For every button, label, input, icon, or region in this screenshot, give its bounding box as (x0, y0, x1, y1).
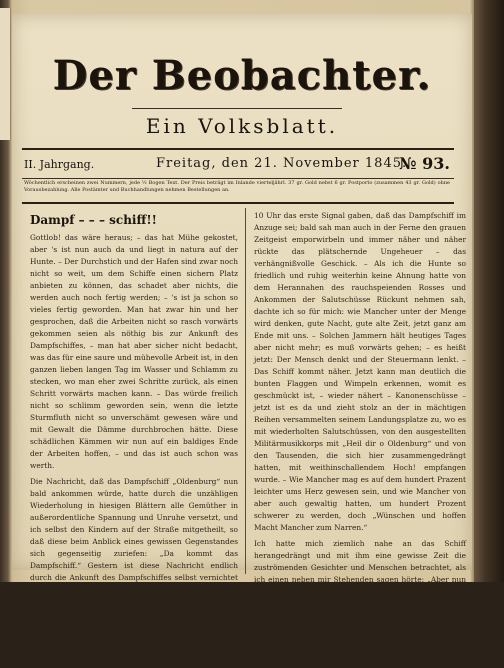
newspaper-page (12, 14, 472, 666)
issue-date: Freitag, den 21. November 1845. (156, 156, 408, 171)
issue-number: № 93. (399, 154, 450, 173)
masthead-title: Der Beobachter. (52, 52, 432, 99)
subscription-notice: Wöchentlich erscheinen zwei Nummern, jede ½ Bogen Text. Der Preis beträgt im Inlande vierteljährl. 37 gr. Gold nebst 6 gr. Postporto (zusammen 43 gr. Gold) ohne Vorausbezahlung. Alle Postämter und Buchhandlungen nehmen Bestellungen an. (24, 180, 450, 193)
article-paragraph: Gottlob! das wäre heraus; – das hat Mühe gekostet, aber 's ist nun auch da und liegt in natura auf der Hunte. – Der Durchstich und der Hafen sind zwar noch nicht so weit, um dem Schiffe einen sichern Platz anbieten zu können, das schadet aber nichts, die werden auch noch fertig werden; – 's ist ja schon so vieles fertig geworden. Man hat zwar hin und her gesprochen, daß die Arbeiten nicht so rasch vorwärts gekommen seien als nöthig bis zur Ankunft des Dampfschiffes, – man hat aber sicher nicht bedacht, was das für eine saure und mühevolle Arbeit ist, in den ganzen lieben langen Tag im Wasser und Schlamm zu stecken, wo man eher zwei Schritte zurück, als einen Schritt vorwärts machen kann. – Das würde freilich nicht so schlimm geworden sein, wenn die letzte Sturmfluth nicht so unverschämt gewesen wäre und mit Gewalt die Dämme durchbrochen hätte. Diese schädlichen Kämmen wir nun auf ein baldiges Ende der Arbeiten hoffen, – und das ist auch schon was werth. (30, 233, 238, 470)
dateline (24, 154, 450, 176)
article-column-left (30, 210, 238, 666)
page-edge-tab (0, 8, 11, 140)
header-rule-top (22, 148, 454, 150)
article-paragraph: Ich hatte mich ziemlich nahe an das Schiff herangedrängt und mit ihm eine gewisse Zeit die zuströmenden Gesichter und Menschen betrachtet, als ich einen neben mir Stehenden sagen hörte: „Aber nun – Ichß beit, o Oldenburg, ist es die höchste Zeit, daß gegen den Wind steh endlich einmal Dampfschiffe, so wollen wir sie fahren, wenn die nicht ganz von dem Standort fortzuziehen werden will? – der Anfang is gemacht.“ – „Damit hat es noch keine Noth“, sagte ein Anderer, „was will (254, 539, 466, 656)
article-paragraph: Die Nachricht, daß das Dampfschiff „Oldenburg“ nun bald ankommen würde, hatte durch die unzähligen Wiederholung in hiesigen Blättern alle Gemüther in außerordentliche Spannung und Unruhe versetzt, und ich selbst den Kindern auf der Straße mitgetheilt, so daß diese beim Anblick eines gewissen Gegenstandes sich gegenseitig zuriefen: „Da kommt das Dampfschiff.“ Gestern ist diese Nachricht endlich durch die Ankunft des Dampfschiffes selbst vernichtet worden. – Eine große Menge Menschen hatte sich schon zeitig auf die Beine gemacht und war dem Schiffe bis gegen Blankenburg entgegengegangen; Tausende aber wurden seiner von den Staumeisen an bis Oldenburg. – Die Stadt war wie ausgestorben. – Auf dem Ferdam waren zwei Artilleriegeschütze aufgestellt, welche um (30, 477, 238, 666)
volume-label: II. Jahrgang. (24, 158, 95, 171)
header-rule-middle (22, 178, 454, 179)
column-divider (245, 208, 246, 574)
masthead-subtitle: Ein Volksblatt. (145, 114, 339, 138)
masthead-divider (132, 108, 342, 109)
article-column-right (254, 210, 466, 656)
book-spine (474, 0, 504, 582)
article-headline: Dampf – – – schiff!! (30, 213, 157, 227)
header-rule-bottom (22, 202, 454, 204)
article-paragraph: 10 Uhr das erste Signal gaben, daß das Dampfschiff im Anzuge sei; bald sah man auch in der Ferne den grauen Zeitgeist emporwirbeln und immer näher und näher rückte das plätschernde Ungeheuer – das verhängnißvolle Geschick. – Als ich die Hunte so friedlich und ruhig weiterhin keine Ahnung hatte von dem Herannahen des rauchspeienden Rosses und Ankommen der Salutschüsse Rückunt nehmen sah, dachte ich so für mich: wie Mancher unter der Menge wird denken, gute Nacht, gute alte Zeit, jetzt ganz am Ende mit uns. – Solchen Jammern hält heutiges Tages aber nicht mehr; es muß vorwärts gehen; – es heißt jetzt: Der Mensch denkt und der Steuermann lenkt. – Das Schiff kommt näher. Jetzt kann man deutlich die bunten Flaggen und Wimpeln erkennen, womit es geschmückt ist, – wieder nähert – Kanonenschüsse – jetzt ist es da und zieht stolz an der in mächtigen Reihen versammelten seinem Landungsplatze zu, wo es mit wiederholten Salutschüssen, von den ausgestellten Militärmusikkorps mit „Heil dir o Oldenburg“ und von den Tausenden, die sich hier zusammengedrängt hatten, mit weithinschallendem Hoch! empfangen wurde. – Wie Mancher mag es auf dem hundert Prazent leichter ums Herz gewesen sein, und wie Mancher von aber auch gewaltig hatten, um hundert Prozent schwerer zu werden, doch „Wünschen und hoffen Macht Mancher zum Narren.“ (254, 211, 466, 532)
